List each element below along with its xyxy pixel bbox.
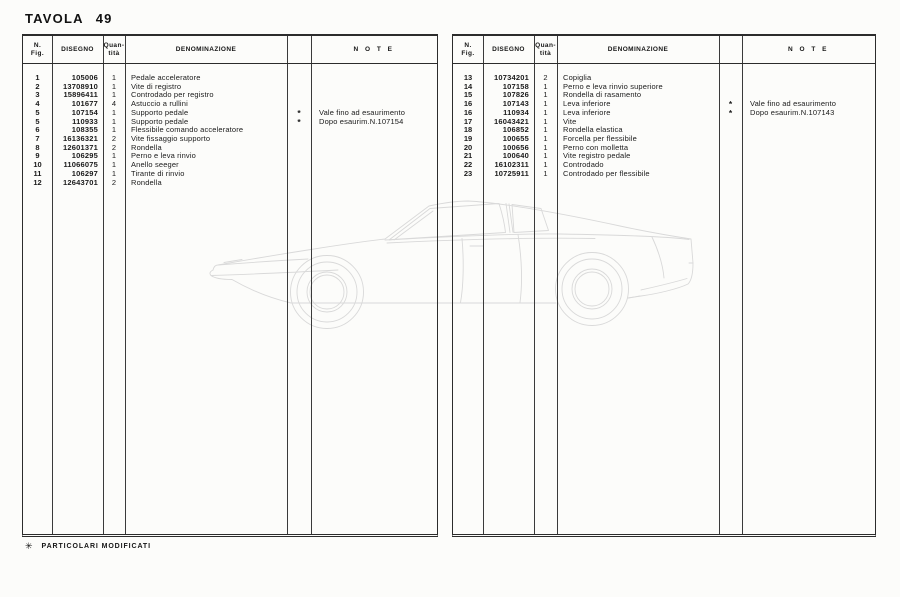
quantity: 1 [111,125,117,135]
quantity: 1 [111,151,117,161]
quantity: 1 [543,168,548,178]
quantity: 1 [543,90,548,100]
part-number: 10734201 [494,73,529,82]
quantity: 1 [543,142,548,152]
modified-asterisk: * [297,116,301,127]
quantity: 1 [543,99,548,109]
table-header [453,36,875,64]
header-fig [31,42,44,57]
table-body [23,74,437,187]
quantity: 4 [111,99,117,109]
denomination: Tirante di rinvio [131,168,185,178]
fig-number: 18 [463,125,473,135]
header-note: N O T E [353,45,395,53]
denomination: Pedale acceleratore [131,73,201,82]
note-text: Vale fino ad esaurimento [750,99,837,109]
denomination: Flessibile comando acceleratore [131,125,244,135]
fig-number: 14 [463,81,473,91]
part-number: 108355 [71,125,98,135]
denomination: Controdado [563,160,604,170]
fig-number: 15 [463,90,473,100]
quantity: 1 [111,107,117,117]
table-row [23,179,437,188]
part-number: 11066075 [63,160,98,170]
quantity: 1 [111,73,117,82]
part-number: 110933 [72,116,98,126]
denomination: Controdado per registro [131,90,214,100]
asterisk-icon: ✳ [25,541,33,551]
denomination: Astuccio a rullini [131,99,188,109]
part-number: 106297 [71,168,98,178]
denomination: Leva inferiore [563,99,611,109]
denomination: Rondella elastica [563,125,623,135]
modified-asterisk: * [728,107,733,118]
footnote-label: PARTICOLARI MODIFICATI [41,543,151,550]
denomination: Perno e leva rinvio [131,151,196,161]
fig-number: 16 [463,99,473,109]
part-number: 13708910 [63,81,98,91]
part-number: 107154 [71,107,98,117]
header-fig-line2: Fig. [30,49,45,57]
table-header [23,36,437,64]
fig-number: 11 [33,168,42,178]
fig-number: 1 [35,73,40,82]
fig-number: 22 [463,160,473,170]
header-qty-line2: tità [539,49,552,57]
part-number: 12601371 [63,142,98,152]
denomination: Perno con molletta [563,142,629,152]
fig-number: 17 [463,116,473,126]
part-number: 16136321 [63,134,98,144]
parts-table-left [22,34,438,537]
header-qty-line1: Quan- [535,42,556,49]
quantity: 1 [543,81,548,91]
denomination: Vite fissaggio supporto [131,134,211,144]
fig-number: 9 [35,151,40,161]
quantity: 2 [111,134,117,144]
denomination: Rondella [131,177,162,187]
header-quantita [104,42,125,57]
denomination: Vite [563,116,577,126]
page-title [25,11,113,26]
header-disegno: DISEGNO [61,45,94,53]
quantity: 2 [111,177,117,187]
parts-table-right [452,34,876,537]
fig-number: 3 [35,90,40,100]
quantity: 1 [111,90,117,100]
part-number: 106852 [502,125,529,135]
denomination: Forcella per flessibile [563,134,637,144]
fig-number: 16 [463,107,473,117]
part-number: 110934 [503,107,529,117]
quantity: 2 [111,142,117,152]
header-fig-line1: N. [33,42,42,49]
header-qty-line1: Quan- [103,42,125,49]
table-row [453,170,875,179]
part-number: 106295 [71,151,98,161]
part-number: 100640 [502,151,529,161]
note-text: Dopo esaurim.N.107154 [319,116,404,126]
modified-asterisk: * [728,99,733,110]
header-quantita [535,42,556,57]
quantity: 1 [111,81,117,91]
part-number: 16043421 [494,116,529,126]
modified-asterisk: * [297,107,301,118]
denomination: Supporto pedale [131,107,189,117]
fig-number: 7 [35,134,40,144]
note-text: Dopo esaurim.N.107143 [750,107,835,117]
fig-number: 23 [463,168,473,178]
header-denominazione: DENOMINAZIONE [175,45,237,53]
fig-number: 21 [463,151,473,161]
fig-number: 6 [35,125,40,135]
part-number: 12643701 [63,177,98,187]
page-title-word: TAVOLA [25,11,84,26]
quantity: 1 [111,160,117,170]
part-number: 100656 [502,142,529,152]
table-body [453,74,875,179]
quantity: 2 [543,73,548,82]
header-fig [461,42,474,57]
note-text: Vale fino ad esaurimento [319,107,406,117]
fig-number: 2 [35,81,40,91]
fig-number: 4 [35,99,40,109]
part-number: 107158 [502,81,529,91]
part-number: 15896411 [63,90,98,100]
fig-number: 19 [463,134,473,144]
denomination: Controdado per flessibile [563,168,650,178]
part-number: 101677 [71,99,98,109]
header-note: N O T E [788,45,829,53]
denomination: Leva inferiore [563,107,611,117]
quantity: 1 [111,116,117,126]
quantity: 1 [543,107,548,117]
part-number: 107826 [502,90,529,100]
part-number: 107143 [502,99,529,109]
header-denominazione: DENOMINAZIONE [607,45,669,53]
denomination: Rondella [131,142,162,152]
header-disegno: DISEGNO [492,45,525,53]
part-number: 100655 [502,134,529,144]
quantity: 1 [111,168,117,178]
fig-number: 8 [35,142,40,152]
denomination: Rondella di rasamento [563,90,642,100]
fig-number: 20 [463,142,473,152]
denomination: Supporto pedale [131,116,189,126]
part-number: 16102311 [494,160,529,170]
fig-number: 5 [35,107,40,117]
header-fig-line1: N. [464,42,472,49]
fig-number: 12 [33,177,42,187]
footnote [25,541,151,552]
fig-number: 10 [33,160,42,170]
header-fig-line2: Fig. [461,49,475,57]
denomination: Anello seeger [131,160,179,170]
quantity: 1 [543,160,548,170]
denomination: Vite registro pedale [563,151,631,161]
page-title-number: 49 [95,11,113,26]
fig-number: 5 [35,116,40,126]
quantity: 1 [543,125,548,135]
header-qty-line2: tità [108,49,120,57]
quantity: 1 [543,116,548,126]
denomination: Perno e leva rinvio superiore [563,81,663,91]
part-number: 10725911 [494,168,529,178]
part-number: 105006 [71,73,98,82]
fig-number: 13 [463,73,473,82]
denomination: Copiglia [563,73,592,82]
denomination: Vite di registro [131,81,182,91]
quantity: 1 [543,134,548,144]
quantity: 1 [543,151,548,161]
